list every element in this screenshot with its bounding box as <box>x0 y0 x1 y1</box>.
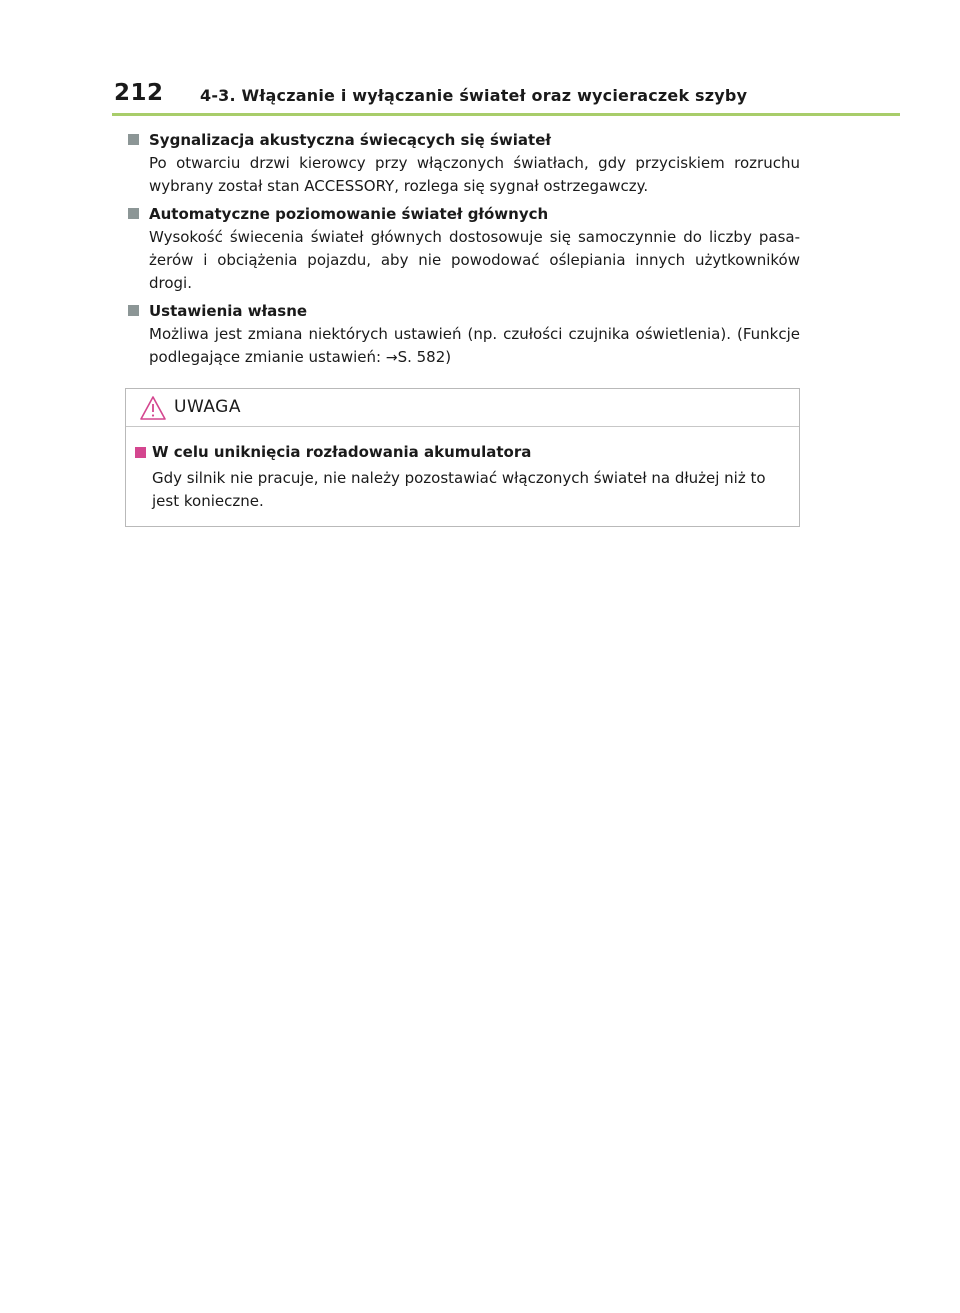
warning-text: Gdy silnik nie pracuje, nie należy pozostawiać włączonych świateł na dłużej niż to jest konieczne. <box>152 469 766 510</box>
square-bullet-icon <box>128 208 139 219</box>
main-content <box>128 128 800 374</box>
warning-box <box>125 388 800 527</box>
item-body: Po otwarciu drzwi kierowcy przy włączonych światłach, gdy przyciskiem rozruchu wybrany został stan ACCESSORY, rozlega się sygnał ostrzegawczy. <box>149 154 800 195</box>
warning-title: UWAGA <box>174 397 241 417</box>
warning-body <box>126 427 799 513</box>
warning-triangle-icon <box>139 395 167 421</box>
warning-heading: W celu uniknięcia rozładowania akumulatora <box>152 441 785 463</box>
list-item <box>128 299 800 370</box>
item-heading: Sygnalizacja akustyczna świecących się świateł <box>149 128 800 152</box>
square-bullet-icon <box>135 447 146 458</box>
page-reference-link[interactable]: S. 582 <box>397 348 446 366</box>
list-item <box>128 128 800 198</box>
item-heading: Automatyczne poziomowanie świateł głównych <box>149 202 800 226</box>
warning-header <box>126 389 799 427</box>
list-item <box>128 202 800 295</box>
page-header <box>0 0 960 120</box>
page-number: 212 <box>114 80 164 106</box>
square-bullet-icon <box>128 305 139 316</box>
square-bullet-icon <box>128 134 139 145</box>
arrow-right-icon: → <box>385 350 398 366</box>
item-heading: Ustawienia własne <box>149 299 800 323</box>
item-body: Wysokość świecenia świateł głównych dostosowuje się samoczynnie do liczby pasa-żerów i obciążenia pojazdu, aby nie powodować oślepiania innych użytkowników drogi. <box>149 228 800 292</box>
section-title: 4-3. Włączanie i wyłączanie świateł oraz wycieraczek szyby <box>200 86 748 105</box>
item-body: Możliwa jest zmiana niektórych ustawień (np. czułości czujnika oświetlenia). (Funkcje podlegające zmianie ustawień: →S. 582) <box>149 325 800 366</box>
header-divider <box>112 113 900 116</box>
